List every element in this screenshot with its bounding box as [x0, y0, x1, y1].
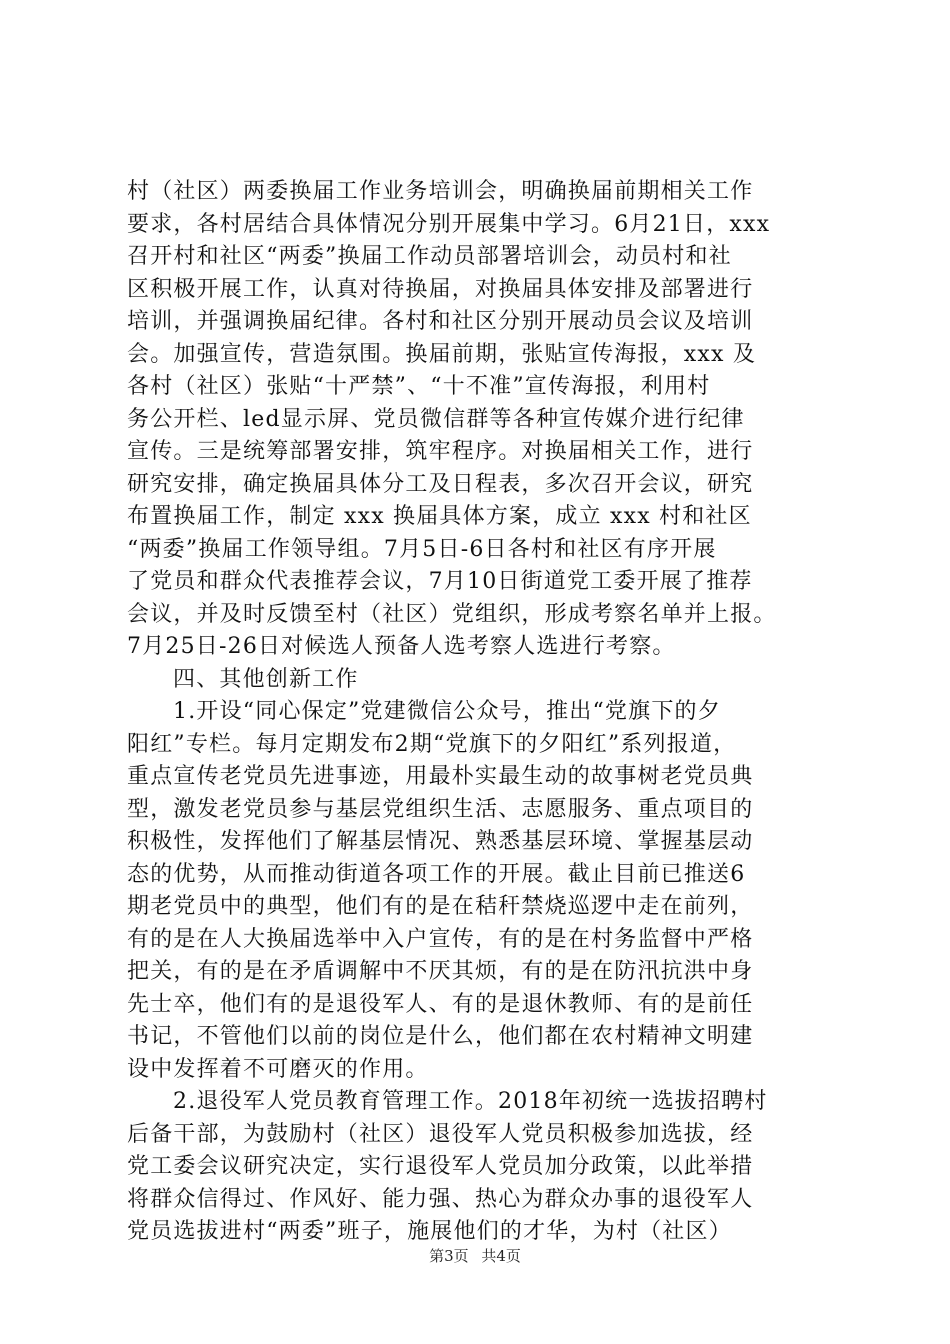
text-line: 宣传。三是统筹部署安排，筑牢程序。对换届相关工作，进行: [127, 439, 754, 464]
text-line: 务公开栏、led显示屏、党员微信群等各种宣传媒介进行纪律: [127, 406, 745, 432]
text-line: 重点宣传老党员先进事迹，用最朴实最生动的故事树老党员典: [127, 764, 754, 789]
text-line: 阳红”专栏。每月定期发布2期“党旗下的夕阳红”系列报道，: [127, 731, 737, 757]
text-line: 1.开设“同心保定”党建微信公众号，推出“党旗下的夕: [173, 699, 721, 724]
text-line: 区积极开展工作，认真对待换届，对换届具体安排及部署进行: [127, 276, 754, 302]
text-line: 态的优势，从而推动街道各项工作的开展。截止目前已推送6: [127, 861, 746, 887]
text-line: 召开村和社区“两委”换届工作动员部署培训会，动员村和社: [127, 244, 732, 269]
text-line: 型，激发老党员参与基层党组织生活、志愿服务、重点项目的: [127, 796, 754, 822]
text-line: 后备干部，为鼓励村（社区）退役军人党员积极参加选拔，经: [127, 1121, 754, 1147]
page-total: 共4页: [481, 1247, 521, 1265]
text-line: 积极性，发挥他们了解基层情况、熟悉基层环境、掌握基层动: [127, 829, 754, 854]
text-line: 设中发挥着不可磨灭的作用。: [127, 1056, 429, 1082]
text-line: 会。加强宣传，营造氛围。换届前期，张贴宣传海报，xxx 及: [127, 341, 757, 367]
text-line: 党工委会议研究决定，实行退役军人党员加分政策，以此举措: [127, 1154, 754, 1179]
text-line: 研究安排，确定换届具体分工及日程表，多次召开会议，研究: [127, 471, 754, 497]
text-line: 先士卒，他们有的是退役军人、有的是退休教师、有的是前任: [127, 991, 754, 1017]
text-line: 布置换届工作，制定 xxx 换届具体方案，成立 xxx 村和社区: [127, 504, 752, 529]
text-line: 各村（社区）张贴“十严禁”、“十不准”宣传海报，利用村: [127, 374, 711, 399]
text-line: 培训，并强调换届纪律。各村和社区分别开展动员会议及培训: [127, 309, 754, 334]
document-body: [127, 176, 839, 1249]
text-line: 要求，各村居结合具体情况分别开展集中学习。6月21日，xxx: [127, 211, 771, 237]
text-line: 把关，有的是在矛盾调解中不厌其烦，有的是在防汛抗洪中身: [127, 959, 754, 984]
text-line: “两委”换届工作领导组。7月5日-6日各村和社区有序开展: [127, 536, 717, 562]
text-line: 7月25日-26日对候选人预备人选考察人选进行考察。: [127, 634, 676, 659]
text-line: 党员选拔进村“两委”班子，施展他们的才华，为村（社区）: [127, 1219, 732, 1244]
text-line: 了党员和群众代表推荐会议，7月10日街道党工委开展了推荐: [127, 569, 753, 594]
text-line: 会议，并及时反馈至村（社区）党组织，形成考察名单并上报。: [127, 601, 777, 627]
text-line: 书记，不管他们以前的岗位是什么，他们都在农村精神文明建: [127, 1024, 754, 1049]
text-line: 2.退役军人党员教育管理工作。2018年初统一选拔招聘村: [173, 1089, 768, 1114]
text-line: 村（社区）两委换届工作业务培训会，明确换届前期相关工作: [127, 179, 754, 204]
section-heading: 四、其他创新工作: [173, 666, 359, 692]
text-line: 期老党员中的典型，他们有的是在秸秆禁烧巡逻中走在前列，: [127, 894, 754, 919]
text-line: 有的是在人大换届选举中入户宣传，有的是在村务监督中严格: [127, 926, 754, 952]
page-footer: [0, 1245, 950, 1266]
page-number: 第3页: [429, 1247, 469, 1265]
text-line: 将群众信得过、作风好、能力强、热心为群众办事的退役军人: [127, 1186, 754, 1212]
